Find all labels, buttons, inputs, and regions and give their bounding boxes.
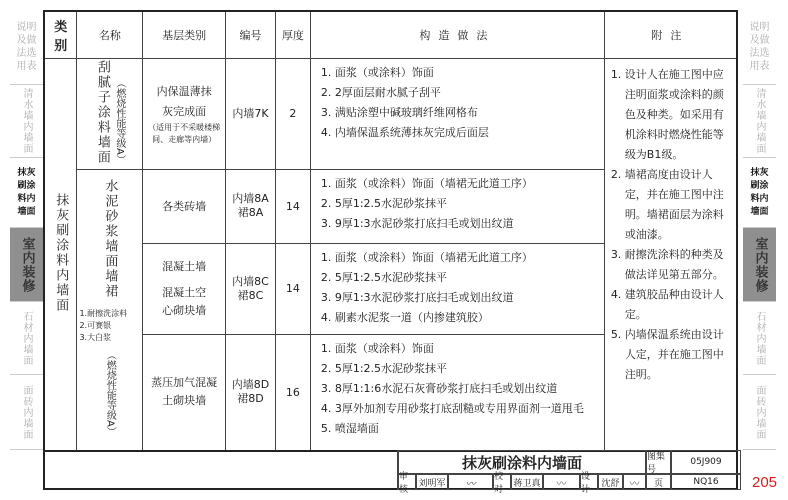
base-cell: 蒸压加气混凝土砌块墙 [143,334,226,451]
header-category: 类别 [44,11,77,58]
side-index-item[interactable]: 说明及做法选用表 [10,10,43,85]
reviewer-name: 刘明军 [416,474,448,490]
code-cell: 内墙8A 裙8A [226,169,276,243]
side-index-section: 室内装修 [743,228,776,302]
construction-table [43,10,738,452]
side-index-item[interactable]: 说明及做法选用表 [743,10,776,85]
page-code: NQ16 [671,474,741,490]
base-cell: 各类砖墙 [143,169,226,243]
steps-cell: 1. 面浆（或涂料）饰面 2. 5厚1:2.5水泥砂浆抹平 3. 8厚1:1:6水泥石灰膏砂浆打底扫毛或划出纹道 4. 3厚外加剂专用砂浆打底刮糙或专用界面剂一道甩毛 5. 喷湿墙面 [310,334,604,451]
header-base: 基层类别 [143,11,226,58]
thickness-cell: 14 [275,169,310,243]
header-code: 编号 [226,11,276,58]
code-cell: 内墙7K [226,58,276,169]
steps-cell: 1. 面浆（或涂料）饰面（墙裙无此道工序） 2. 5厚1:2.5水泥砂浆抹平 3. 9厚1:3水泥砂浆打底扫毛或划出纹道 4. 刷素水泥浆一道（内掺建筑胶） [310,243,604,334]
designer-signature: 〰 [623,474,646,490]
checker-name: 蒋卫真 [511,474,543,490]
name-cell: 刮腻子涂料墙面 （燃烧性能等级A） [77,58,143,169]
side-index-item-current[interactable]: 抹灰刷涂料内墙面 [743,158,776,228]
atlas-number: 05J909 [671,450,741,474]
thickness-cell: 2 [275,58,310,169]
atlas-label: 图集号 [646,450,671,474]
designer-name: 沈舒 [598,474,623,490]
steps-cell: 1. 面浆（或涂料）饰面（墙裙无此道工序） 2. 5厚1:2.5水泥砂浆抹平 3. 9厚1:3水泥砂浆打底扫毛或划出纹道 [310,169,604,243]
page-label: 页 [646,474,671,490]
review-label: 审核 [398,474,416,490]
side-index-item[interactable]: 清水墙内墙面 [743,85,776,158]
name-cell: 水泥砂浆墙面墙裙 1.耐擦洗涂料 2.可赛银 3.大白浆 （燃烧性能等级A） [77,169,143,451]
base-cell: 混凝土墙 混凝土空心砌块墙 [143,243,226,334]
category-cell: 抹灰刷涂料内墙面 [44,58,77,451]
side-index-item[interactable]: 石材内墙面 [10,302,43,375]
reviewer-signature: 〰 [448,474,493,490]
footer [43,450,738,495]
design-label: 设计 [580,474,598,490]
check-label: 校对 [493,474,511,490]
drawing-title: 抹灰刷涂料内墙面 [398,450,646,474]
base-cell: 内保温薄抹灰完成面 （适用于不采暖楼梯间、走廊等内墙） [143,58,226,169]
title-block [397,450,740,495]
header-notes: 附注 [604,11,737,58]
code-cell: 内墙8D 裙8D [226,334,276,451]
checker-signature: 〰 [543,474,580,490]
side-index-section: 室内装修 [10,228,43,302]
side-index-item[interactable]: 清水墙内墙面 [10,85,43,158]
code-cell: 内墙8C 裙8C [226,243,276,334]
header-row [44,11,737,58]
side-index-item-current[interactable]: 抹灰刷涂料内墙面 [10,158,43,228]
page-number: 205 [752,474,778,491]
steps-cell: 1. 面浆（或涂料）饰面 2. 2厚面层耐水腻子刮平 3. 满贴涂塑中碱玻璃纤维网格布 4. 内墙保温系统薄抹灰完成后面层 [310,58,604,169]
thickness-cell: 14 [275,243,310,334]
header-construction: 构造做法 [310,11,604,58]
table-row [44,58,737,169]
side-index-item[interactable]: 石材内墙面 [743,302,776,375]
notes-cell: 1. 设计人在施工图中应注明面浆或涂料的颜色及种类。如采用有机涂料时燃烧性能等级为B1级。 2. 墙裙高度由设计人定，并在施工图中注明。墙裙面层为涂料或油漆。 3. 耐擦洗涂料的种类及做法详见第五部分。 4. 建筑胶品种由设计人定。 5. 内墙保温系统由设计人定，并在施工图中注明。 [604,58,737,451]
side-index-item[interactable]: 面砖内墙面 [10,375,43,450]
thickness-cell: 16 [275,334,310,451]
header-name: 名称 [77,11,143,58]
header-thickness: 厚度 [275,11,310,58]
side-index-item[interactable]: 面砖内墙面 [743,375,776,450]
